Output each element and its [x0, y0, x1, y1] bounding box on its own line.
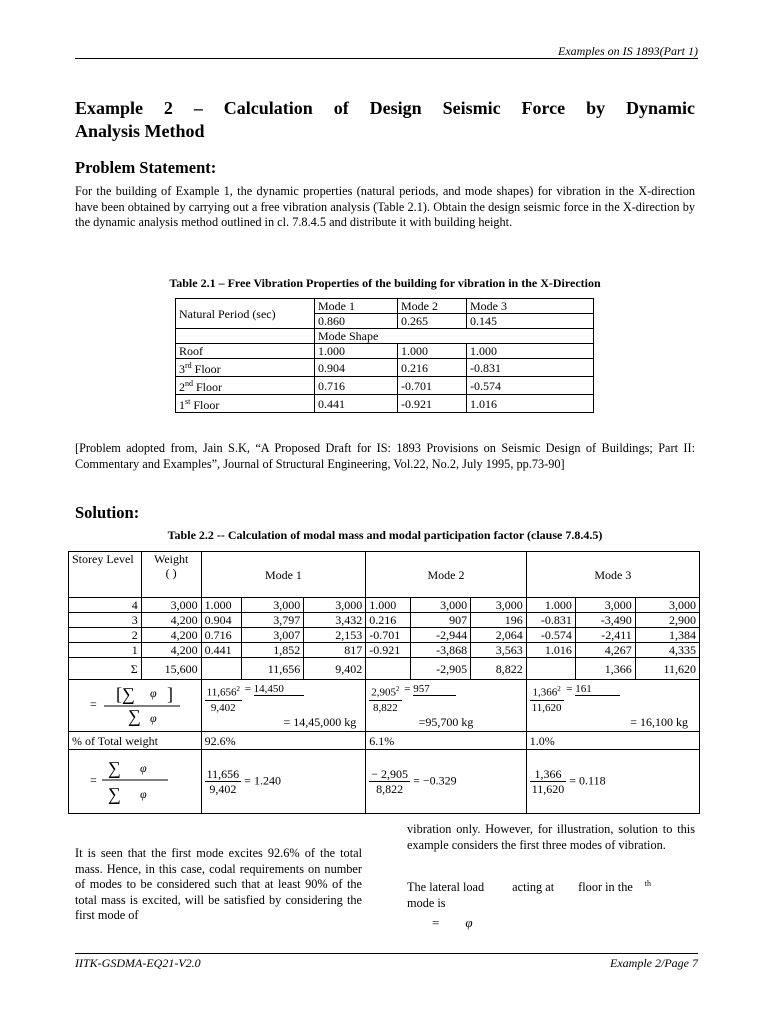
footer-left: IITK-GSDMA-EQ21-V2.0 — [75, 956, 201, 970]
participation-formula — [69, 750, 202, 814]
floor-label: 2nd Floor — [176, 377, 315, 395]
mode-shape-value: 0.216 — [398, 359, 467, 377]
problem-text: For the building of Example 1, the dynamic properties (natural periods, and mode shapes) for vibration in the X-direction have been obtained by carrying out a free vibration analysis (Table 2.1). Obtain the design seismic force in the X-direction by the dynamic analysis method outlined in cl. 7.8.4.5 and distribute it with building height. — [75, 184, 695, 229]
mode-shape-value: 0.904 — [315, 359, 398, 377]
svg-text:∑: ∑ — [128, 706, 141, 726]
table-row: 3 4,200 0.904 3,797 3,432 0.216 907 196 -0.831 -3,490 2,900 — [69, 613, 700, 628]
mode-shape-label: Mode Shape — [315, 329, 594, 344]
footer-right: Example 2/Page 7 — [610, 956, 698, 970]
mode-shape-value: -0.831 — [467, 359, 594, 377]
svg-text:=: = — [90, 697, 97, 711]
table-row — [176, 344, 594, 359]
participation-mode-2: $\frac{- 2,905}{8,822}$ = −0.329 — [366, 750, 526, 814]
running-header: Examples on IS 1893(Part 1) — [558, 44, 698, 58]
modal-mass-formula-graphic — [72, 680, 182, 728]
svg-text:∑: ∑ — [108, 758, 121, 778]
lateral-load-text: The lateral load acting at floor in the $^{th}$ mode is — [407, 879, 652, 910]
table-row — [176, 359, 594, 377]
footer-rule — [75, 953, 698, 954]
participation-row — [69, 750, 700, 814]
mode-shape-value: 1.016 — [467, 395, 594, 413]
period-label: Natural Period (sec) — [176, 299, 315, 329]
modal-mass-row — [69, 680, 700, 732]
mode-shape-value: 0.716 — [315, 377, 398, 395]
solution-heading: Solution: — [75, 503, 140, 522]
svg-text:φ: φ — [150, 686, 157, 700]
t2-mode-1: Mode 1 — [201, 552, 366, 598]
svg-text:φ: φ — [140, 761, 147, 775]
svg-text:∑: ∑ — [108, 784, 121, 804]
t1-mode-2: Mode 2 — [398, 299, 467, 314]
svg-text:[∑: [∑ — [116, 684, 135, 704]
table-row — [176, 395, 594, 413]
header-rule — [75, 58, 698, 59]
floor-label: 3rd Floor — [176, 359, 315, 377]
modal-mass-mode-2: $\frac{2,905^2}{8,822}$ = 957 =95,700 kg — [366, 680, 526, 732]
mode-shape-value: -0.921 — [398, 395, 467, 413]
modal-mass-mode-1: $\frac{11,656^2}{9,402}$ = 14,450 = 14,45,000 kg — [201, 680, 366, 732]
pct-mode-2: 6.1% — [366, 732, 526, 750]
lateral-load-equation: = φ — [432, 915, 473, 930]
percent-row — [69, 732, 700, 750]
table1-caption: Table 2.1 – Free Vibration Properties of the building for vibration in the X-Direction — [169, 276, 601, 290]
svg-text:]: ] — [167, 684, 173, 704]
floor-label: Roof — [176, 344, 315, 359]
body-left-column: It is seen that the first mode excites 92.6% of the total mass. Hence, in this case, codal requirements on number of modes to be considered such that at least 90% of the total mass is excited, will be satisfied by considering the first mode of — [75, 846, 362, 922]
modal-mass-table — [68, 551, 700, 814]
svg-text:φ: φ — [140, 787, 147, 801]
modal-mass-formula — [69, 680, 202, 732]
problem-heading: Problem Statement: — [75, 158, 217, 177]
svg-text:φ: φ — [150, 711, 157, 725]
free-vibration-table — [175, 298, 594, 413]
mode-shape-value: 0.441 — [315, 395, 398, 413]
weight-header: Weight ( ) — [141, 552, 201, 598]
table-row: 1 4,200 0.441 1,852 817 -0.921 -3,868 3,563 1.016 4,267 4,335 — [69, 643, 700, 658]
participation-mode-3: $\frac{1,366}{11,620}$ = 0.118 — [526, 750, 699, 814]
reference-text: [Problem adopted from, Jain S.K, “A Proposed Draft for IS: 1893 Provisions on Seismic Design of Buildings; Part II: Commentary and Examples”, Journal of Structural Engineering, Vol.22, No.2, July 1995, pp.73-90] — [75, 441, 695, 471]
body-right-column: vibration only. However, for illustration, solution to this example considers the first three modes of vibration. — [407, 822, 695, 852]
mode-shape-value: -0.574 — [467, 377, 594, 395]
table-row: 4 3,000 1.000 3,000 3,000 1.000 3,000 3,000 1.000 3,000 3,000 — [69, 598, 700, 613]
participation-mode-1: $\frac{11,656}{9,402}$ = 1.240 — [201, 750, 366, 814]
t1-period-2: 0.265 — [398, 314, 467, 329]
pct-mode-3: 1.0% — [526, 732, 699, 750]
mode-shape-value: 1.000 — [398, 344, 467, 359]
table-row: 2 4,200 0.716 3,007 2,153 -0.701 -2,944 2,064 -0.574 -2,411 1,384 — [69, 628, 700, 643]
participation-formula-graphic — [72, 754, 182, 806]
t2-mode-3: Mode 3 — [526, 552, 699, 598]
t2-mode-2: Mode 2 — [366, 552, 526, 598]
svg-text:=: = — [90, 773, 97, 787]
title-line-2: Analysis Method — [75, 121, 205, 141]
mode-shape-value: -0.701 — [398, 377, 467, 395]
title-line-1: Example 2 – Calculation of Design Seismic Force by Dynamic — [75, 98, 695, 118]
floor-label: 1st Floor — [176, 395, 315, 413]
example-title — [75, 97, 695, 143]
pct-label: % of Total weight — [69, 732, 202, 750]
table-row — [176, 377, 594, 395]
pct-mode-1: 92.6% — [201, 732, 366, 750]
table2-caption: Table 2.2 -- Calculation of modal mass and modal participation factor (clause 7.8.4.5) — [167, 528, 603, 542]
t1-period-1: 0.860 — [315, 314, 398, 329]
t1-period-3: 0.145 — [467, 314, 594, 329]
t1-mode-3: Mode 3 — [467, 299, 594, 314]
storey-level-header: Storey Level — [69, 552, 142, 598]
t1-mode-1: Mode 1 — [315, 299, 398, 314]
mode-shape-value: 1.000 — [467, 344, 594, 359]
mode-shape-value: 1.000 — [315, 344, 398, 359]
sum-row: Σ 15,600 11,656 9,402 -2,905 8,822 1,366 11,620 — [69, 658, 700, 680]
modal-mass-mode-3: $\frac{1,366^2}{11,620}$ = 161 = 16,100 kg — [526, 680, 699, 732]
